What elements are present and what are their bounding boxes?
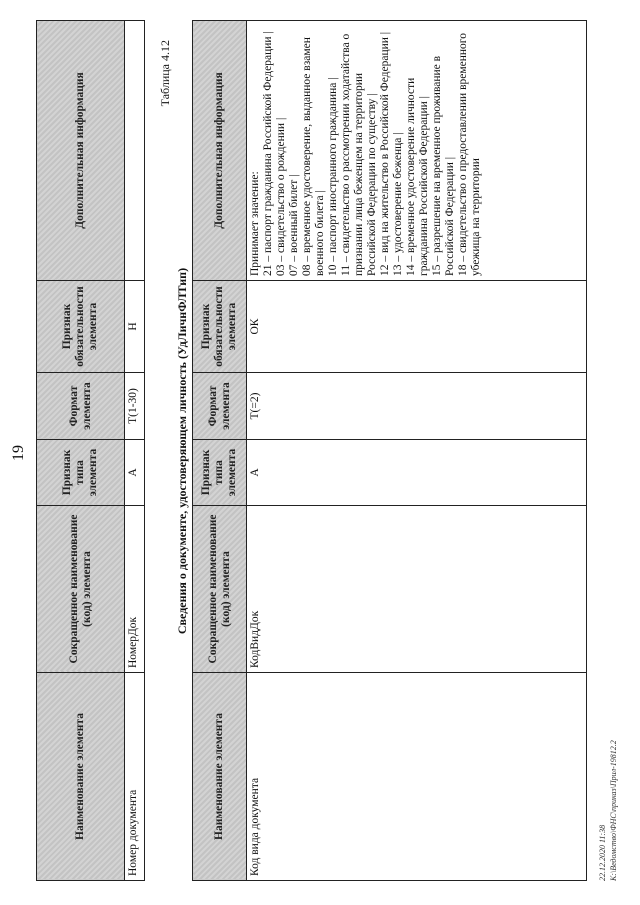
info-line: 07 – военный билет | [288, 174, 300, 276]
cell-element-required: Н [125, 281, 145, 373]
table-row [247, 21, 587, 881]
cell-element-name: Номер документа [125, 673, 145, 881]
header-element-type: Признак типа элемента [193, 440, 247, 506]
header-additional-info: Дополнительная информация [37, 21, 125, 281]
identity-document-table [192, 20, 587, 881]
footer-file-path: К:\Ведомство\ФНС\приказ\Прил-19812.2 [609, 740, 618, 881]
info-line: 08 – временное удостоверение, выданное взамен военного билета | [301, 37, 326, 276]
cell-element-code: КодВидДок [247, 506, 587, 673]
cell-element-required: ОК [247, 281, 587, 373]
page-number: 19 [10, 445, 27, 461]
info-line: 15 – разрешение на временное проживание в Российской Федерации | [431, 55, 456, 276]
header-element-type: Признак типа элемента [37, 440, 125, 506]
cell-element-type: А [125, 440, 145, 506]
header-element-code: Сокращенное наименование (код) элемента [37, 506, 125, 673]
header-element-name: Наименование элемента [193, 673, 247, 881]
info-line: 11 – свидетельство о рассмотрении ходатайства о признании лица беженцем на территории Российской Федерации по существу | [340, 33, 378, 276]
info-line: 18 – свидетельство о предоставлении временного убежища на территории [457, 33, 482, 276]
elements-table-continued [36, 20, 145, 881]
info-line: 03 – свидетельство о рождении | [275, 117, 287, 276]
info-line: 21 – паспорт гражданина Российской Федерации | [262, 31, 274, 276]
cell-additional-info [125, 21, 145, 281]
header-element-required: Признак обязательности элемента [37, 281, 125, 373]
table-header-row [37, 21, 125, 881]
info-line: 12 – вид на жительство в Российской Федерации | [379, 31, 391, 276]
info-line: 13 – удостоверение беженца | [392, 132, 404, 276]
header-element-required: Признак обязательности элемента [193, 281, 247, 373]
header-element-code: Сокращенное наименование (код) элемента [193, 506, 247, 673]
footer-timestamp: 22.12.2020 11:38 [598, 824, 607, 881]
info-line: Принимает значение: [249, 171, 261, 276]
cell-additional-info [247, 21, 587, 281]
cell-element-format: T(1-30) [125, 373, 145, 440]
cell-element-code: НомерДок [125, 506, 145, 673]
cell-element-type: А [247, 440, 587, 506]
header-element-format: Формат элемента [193, 373, 247, 440]
info-line: 10 – паспорт иностранного гражданина | [327, 77, 339, 276]
header-additional-info: Дополнительная информация [193, 21, 247, 281]
header-element-format: Формат элемента [37, 373, 125, 440]
header-element-name: Наименование элемента [37, 673, 125, 881]
table-caption: Сведения о документе, удостоверяющем личность (УдЛичнФЛТип) [175, 267, 189, 635]
table-row [125, 21, 145, 881]
cell-element-format: T(=2) [247, 373, 587, 440]
table-number-label: Таблица 4.12 [158, 40, 172, 107]
table-header-row [193, 21, 247, 881]
cell-element-name: Код вида документа [247, 673, 587, 881]
info-line: 14 – временное удостоверение личности гражданина Российской Федерации | [405, 77, 430, 276]
